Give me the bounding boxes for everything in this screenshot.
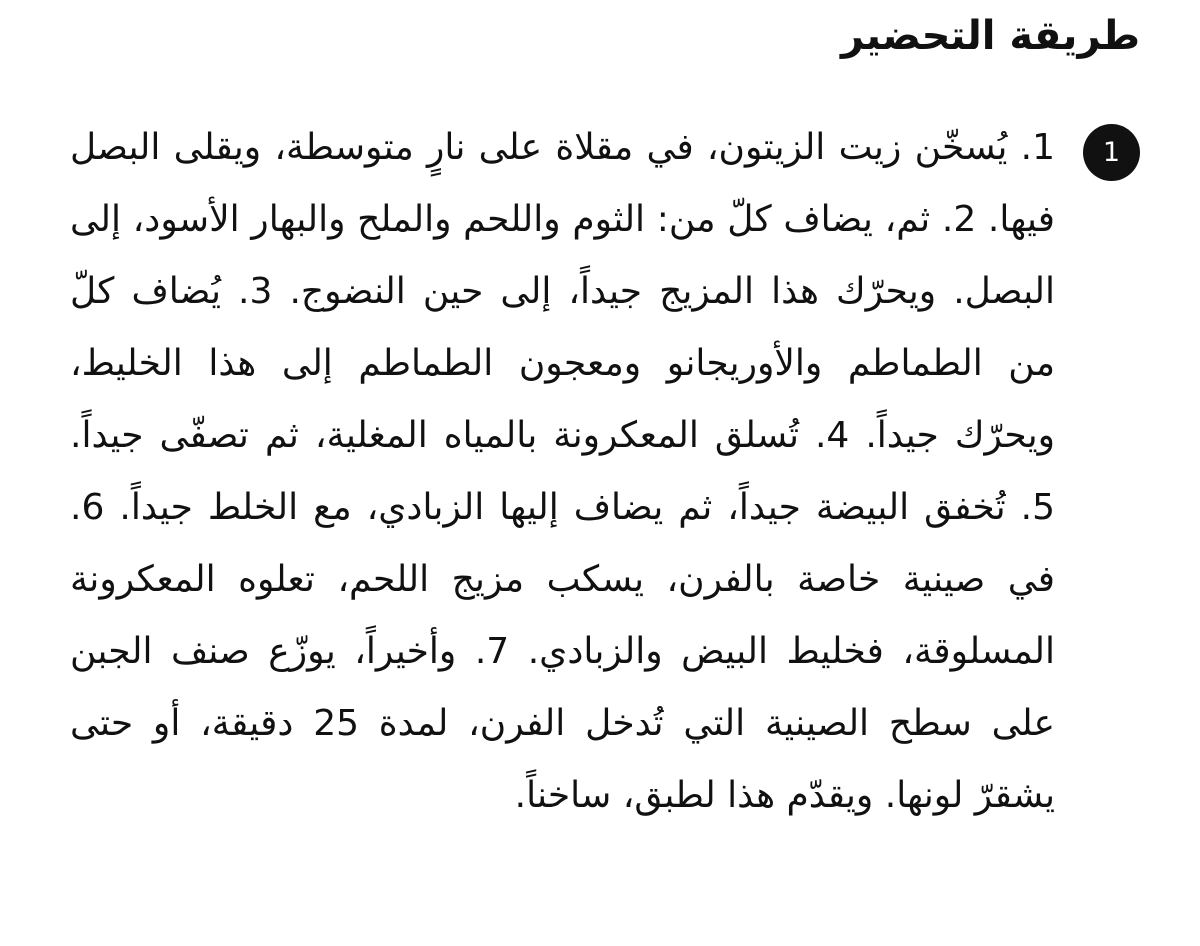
preparation-instructions: 1. يُسخّن زيت الزيتون، في مقلاة على نارٍ متوسطة، ويقلى البصل فيها. 2. ثم، يضاف كلّ من: الثوم واللحم والملح والبهار الأسود، إلى البصل. ويحرّك هذا المزيج جيداً، إلى حين النضوج. 3. يُضاف كلّ من الطماطم والأوريجانو ومعجون الطماطم إلى هذا الخليط، ويحرّك جيداً. 4. تُسلق المعكرونة بالمياه المغلية، ثم تصفّى جيداً. 5. تُخفق البيضة جيداً، ثم يضاف إليها الزبادي، مع الخلط جيداً. 6. في صينية خاصة بالفرن، يسكب مزيج اللحم، تعلوه المعكرونة المسلوقة، فخليط البيض والزبادي. 7. وأخيراً، يوزّع صنف الجبن على سطح الصينية التي تُدخل الفرن، لمدة 25 دقيقة، أو حتى يشقرّ لونها. ويقدّم هذا لطبق، ساخناً. [70,127,1056,816]
section-title: طريقة التحضير [840,13,1140,59]
step-number-badge: 1 [1083,124,1140,181]
